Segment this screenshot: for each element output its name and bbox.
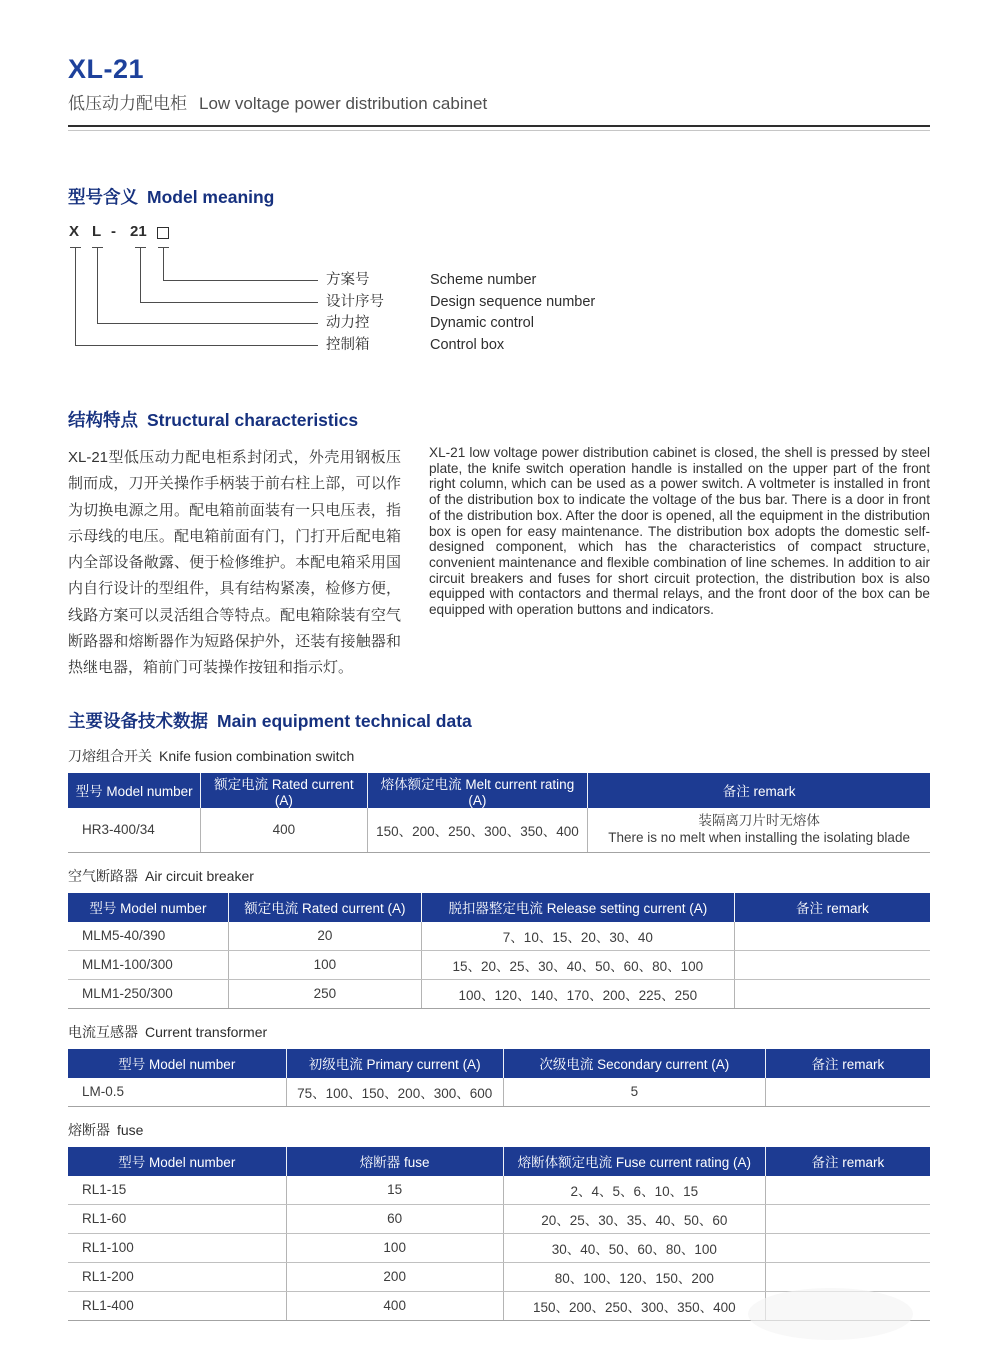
diagram-label-en: Scheme number [430, 272, 537, 288]
structural-heading-en: Structural characteristics [147, 410, 359, 430]
table-holder [68, 893, 930, 1009]
table-cell: 250 [228, 979, 421, 1008]
table-cell: 400 [286, 1291, 503, 1320]
diagram-label-en: Design sequence number [430, 294, 596, 310]
model-code-box [157, 227, 169, 239]
table-cell-line: There is no melt when installing the isolating blade [608, 829, 910, 845]
column-header: 型号 Model number [68, 773, 201, 808]
table-cell: 80、100、120、150、200 [503, 1262, 765, 1291]
diagram-label-en: Dynamic control [430, 315, 534, 331]
table-cell: RL1-400 [68, 1291, 286, 1320]
table-caption-zh: 熔断器 [68, 1121, 110, 1138]
table-cell: 100 [286, 1233, 503, 1262]
diagram-connector-line [163, 247, 164, 280]
table-row [68, 1176, 930, 1205]
table-cell: RL1-100 [68, 1233, 286, 1262]
table-cell [734, 950, 930, 979]
table-cell: 100、120、140、170、200、225、250 [421, 979, 734, 1008]
technical-heading [68, 711, 930, 731]
technical-table-2 [68, 893, 930, 1009]
column-header: 备注 remark [588, 773, 930, 808]
column-header: 备注 remark [765, 1147, 930, 1176]
model-meaning-heading-en: Model meaning [147, 187, 275, 207]
column-header: 额定电流 Rated current (A) [228, 893, 421, 922]
page-header [68, 56, 930, 131]
table-cell [765, 1078, 930, 1107]
table-caption-en: Knife fusion combination switch [159, 747, 355, 764]
column-header: 熔体额定电流 Melt current rating (A) [367, 773, 588, 808]
table-cell [765, 1233, 930, 1262]
column-header: 备注 remark [765, 1049, 930, 1078]
table-cell: MLM1-250/300 [68, 979, 228, 1008]
column-header: 熔断器 fuse [286, 1147, 503, 1176]
table-cell: LM-0.5 [68, 1078, 286, 1107]
column-header: 型号 Model number [68, 1049, 286, 1078]
table-cell [588, 808, 930, 853]
diagram-label-en: Control box [430, 337, 505, 353]
table-cell: HR3-400/34 [68, 808, 201, 853]
structural-text-en: XL-21 low voltage power distribution cabinet is closed, the shell is pressed by steel plate, the knife switch operation handle is installed on the upper part of the front right column, which can be used as a power switch. A voltmeter is installed in front of the distribution box to indicate the voltage of the bus bar. There is a door in front of the distribution box. After the door is opened, all the equipment in the distribution box is open for easy maintenance. The distribution box adopts the domestic self-designed component, which has the characteristics of compact structure, convenient maintenance and flexible combination of line schemes. In addition to air circuit breakers and fuses for short circuit protection, the distribution box is also equipped with contactors and thermal relays, and the front door of the box can be equipped with operation buttons and indicators. [429, 445, 930, 618]
column-header: 次级电流 Secondary current (A) [503, 1049, 765, 1078]
page-subtitle [68, 89, 930, 114]
table-cell [765, 1262, 930, 1291]
section-structural [68, 410, 930, 682]
diagram-label-zh: 动力控 [326, 315, 370, 331]
table-caption [68, 1024, 930, 1040]
table-cell: 7、10、15、20、30、40 [421, 922, 734, 951]
technical-heading-zh: 主要设备技术数据 [68, 710, 208, 731]
model-meaning-heading-zh: 型号含义 [68, 187, 138, 207]
table-cell: 20 [228, 922, 421, 951]
table-row [68, 1233, 930, 1262]
column-header: 熔断体额定电流 Fuse current rating (A) [503, 1147, 765, 1176]
table-header-row [68, 1049, 930, 1078]
table-row [68, 808, 930, 853]
table-cell: RL1-60 [68, 1204, 286, 1233]
column-header: 额定电流 Rated current (A) [201, 773, 367, 808]
diagram-connector-line [75, 247, 76, 345]
table-cell [734, 979, 930, 1008]
technical-table-3 [68, 1049, 930, 1107]
model-meaning-diagram [68, 224, 930, 357]
table-cell: RL1-200 [68, 1262, 286, 1291]
column-header: 型号 Model number [68, 1147, 286, 1176]
diagram-connector-line [97, 247, 98, 323]
table-cell: RL1-15 [68, 1176, 286, 1205]
table-cell: 2、4、5、6、10、15 [503, 1176, 765, 1205]
structural-text-zh: XL-21型低压动力配电柜系封闭式，外壳用钢板压制而成，刀开关操作手柄装于前右柱上部，可以作为切换电源之用。配电箱前面装有一只电压表，指示母线的电压。配电箱前面有门，门打开后配电箱内全部设备敞露、便于检修维护。本配电箱采用国内自行设计的型组件，具有结构紧凑，检修方便，线路方案可以灵活组合等特点。配电箱除装有空气断路器和熔断器作为短路保护外，还装有接触器和热继电器，箱前门可装操作按钮和指示灯。 [68, 449, 401, 677]
table-cell: 150、200、250、300、350、400 [503, 1291, 765, 1320]
diagram-connector-line [140, 247, 141, 302]
model-meaning-heading [68, 187, 930, 207]
table-cell [765, 1204, 930, 1233]
technical-table-1 [68, 773, 930, 853]
diagram-label-zh: 设计序号 [326, 294, 384, 310]
table-caption [68, 868, 930, 884]
table-cell-line: 装隔离刀片时无熔体 [698, 813, 820, 829]
table-row [68, 1262, 930, 1291]
table-holder [68, 773, 930, 853]
table-cell: MLM5-40/390 [68, 922, 228, 951]
table-caption-en: fuse [117, 1121, 144, 1138]
watermark-blob [748, 1288, 913, 1340]
structural-heading [68, 410, 930, 430]
column-header: 备注 remark [734, 893, 930, 922]
table-cell: MLM1-100/300 [68, 950, 228, 979]
table-caption-zh: 刀熔组合开关 [68, 747, 152, 764]
table-cell: 400 [201, 808, 367, 853]
column-header: 初级电流 Primary current (A) [286, 1049, 503, 1078]
table-row [68, 1204, 930, 1233]
model-code-char: - [111, 223, 116, 240]
table-block-current-transformer [68, 1024, 930, 1107]
table-cell: 200 [286, 1262, 503, 1291]
table-caption [68, 748, 930, 764]
diagram-label-zh: 方案号 [326, 272, 370, 288]
table-holder [68, 1049, 930, 1107]
diagram-connector-line [97, 323, 318, 324]
column-header: 脱扣器整定电流 Release setting current (A) [421, 893, 734, 922]
section-model-meaning [68, 187, 930, 357]
page-subtitle-zh: 低压动力配电柜 [68, 94, 187, 113]
table-cell: 75、100、150、200、300、600 [286, 1078, 503, 1107]
table-caption-zh: 空气断路器 [68, 867, 138, 884]
model-code-char: L [92, 223, 102, 240]
table-cell: 150、200、250、300、350、400 [367, 808, 588, 853]
diagram-connector-line [163, 280, 318, 281]
page-subtitle-en: Low voltage power distribution cabinet [199, 94, 488, 113]
table-header-row [68, 773, 930, 808]
structural-heading-zh: 结构特点 [68, 410, 138, 430]
table-caption [68, 1122, 930, 1138]
table-row [68, 922, 930, 951]
table-row [68, 979, 930, 1008]
table-cell [734, 922, 930, 951]
table-header-row [68, 893, 930, 922]
table-cell: 5 [503, 1078, 765, 1107]
column-header: 型号 Model number [68, 893, 228, 922]
table-caption-en: Current transformer [145, 1023, 268, 1040]
table-block-knife-switch [68, 748, 930, 853]
structural-columns [68, 445, 930, 682]
table-cell: 30、40、50、60、80、100 [503, 1233, 765, 1262]
header-rule-dark [68, 125, 930, 127]
table-row [68, 950, 930, 979]
page-title: XL-21 [68, 54, 145, 84]
diagram-label-zh: 控制箱 [326, 337, 370, 353]
table-cell: 15、20、25、30、40、50、60、80、100 [421, 950, 734, 979]
header-rule-light [68, 130, 930, 131]
table-block-air-circuit-breaker [68, 868, 930, 1009]
technical-heading-en: Main equipment technical data [217, 710, 472, 731]
model-code-char: 21 [130, 223, 147, 240]
table-cell: 15 [286, 1176, 503, 1205]
table-cell: 60 [286, 1204, 503, 1233]
table-cell: 100 [228, 950, 421, 979]
table-cell [765, 1176, 930, 1205]
table-cell: 20、25、30、35、40、50、60 [503, 1204, 765, 1233]
table-row [68, 1078, 930, 1107]
table-header-row [68, 1147, 930, 1176]
section-technical-data [68, 711, 930, 1321]
table-caption-en: Air circuit breaker [145, 867, 254, 884]
model-code-char: X [69, 223, 80, 240]
diagram-connector-line [140, 302, 318, 303]
table-caption-zh: 电流互感器 [68, 1023, 138, 1040]
diagram-connector-line [75, 345, 318, 346]
